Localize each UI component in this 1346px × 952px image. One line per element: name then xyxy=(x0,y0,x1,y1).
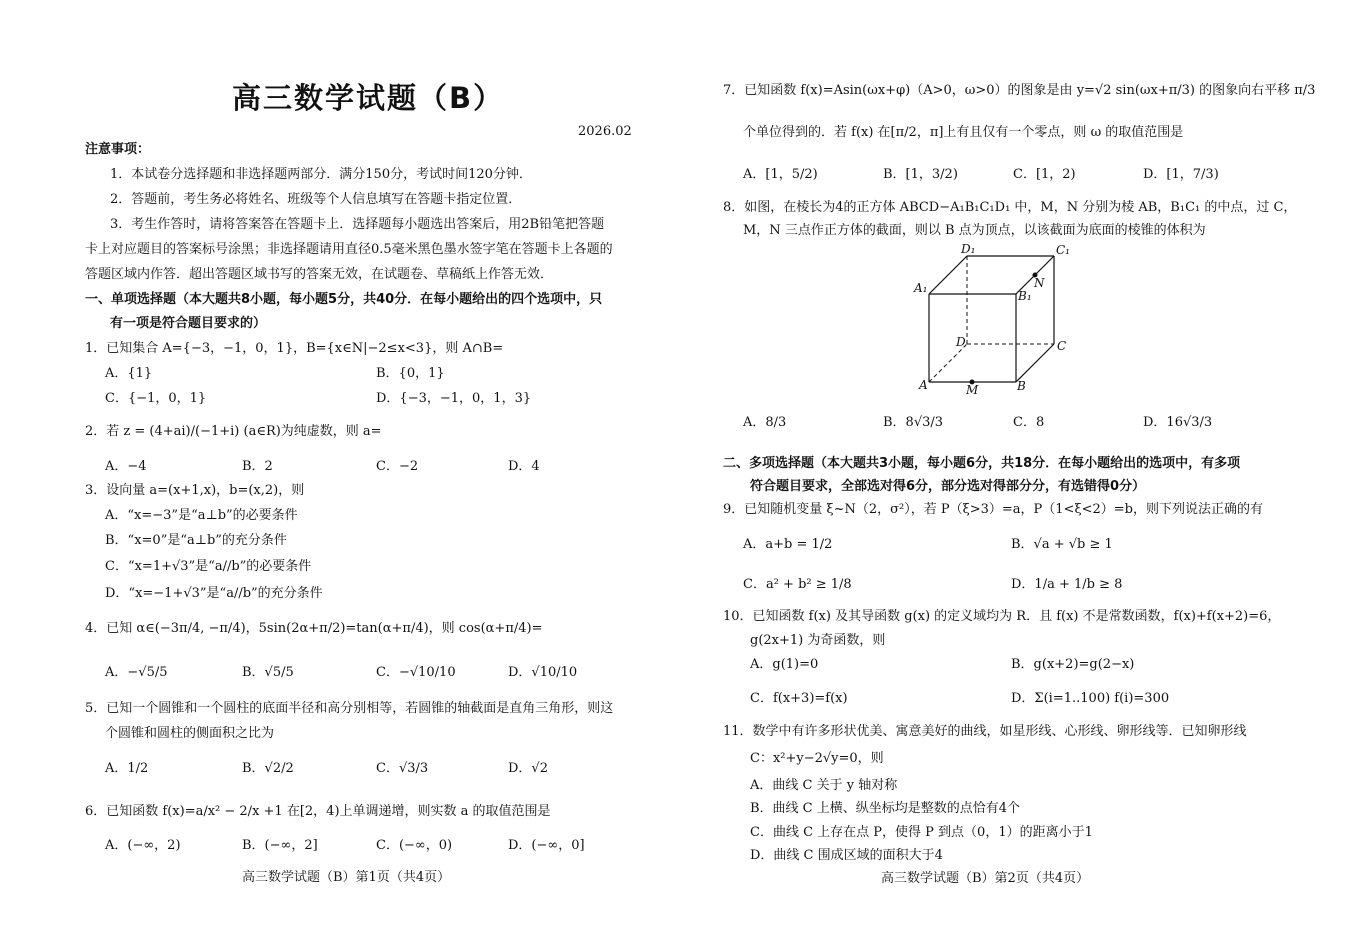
q11-option-b: B．曲线 C 上横、纵坐标均是整数的点恰有4个 xyxy=(750,801,1021,816)
q4-option-d: D．√10/10 xyxy=(508,665,578,680)
page-2-footer: 高三数学试题（B）第2页（共4页） xyxy=(881,871,1090,886)
q8-stem: 8．如图，在棱长为4的正方体 ABCD−A₁B₁C₁D₁ 中，M，N 分别为棱 AB，B₁C₁ 的中点，过 C， xyxy=(723,200,1297,215)
q6-option-a: A．(−∞，2) xyxy=(105,838,181,853)
q4-option-b: B．√5/5 xyxy=(242,665,294,680)
q3-option-d: D．“x=−1+√3”是“a//b”的充分条件 xyxy=(105,586,323,601)
q10-stem-cont: g(2x+1) 为奇函数，则 xyxy=(750,633,886,648)
section-1-heading: 一、单项选择题（本大题共8小题，每小题5分，共40分．在每小题给出的四个选项中，只 xyxy=(85,292,603,307)
q7-stem-cont: 个单位得到的．若 f(x) 在[π/2，π]上有且仅有一个零点，则 ω 的取值范围是 xyxy=(743,125,1184,140)
q2-option-a: A．−4 xyxy=(105,459,147,474)
q5-option-b: B．√2/2 xyxy=(242,761,294,776)
q7-option-d: D．[1，7/3) xyxy=(1143,167,1219,182)
q7-stem: 7．已知函数 f(x)=Asin(ωx+φ)（A>0，ω>0）的图象是由 y=√2 sin(ωx+π/3) 的图象向右平移 π/3 xyxy=(723,83,1316,98)
page-2 xyxy=(673,0,1346,952)
q1-stem: 1．已知集合 A={−3，−1，0，1}，B={x∈N|−2≤x<3}，则 A∩B= xyxy=(85,341,504,356)
cube-figure xyxy=(913,242,1073,394)
notice-2: 2．答题前，考生务必将姓名、班级等个人信息填写在答题卡指定位置． xyxy=(110,192,522,207)
q4-option-a: A．−√5/5 xyxy=(105,665,168,680)
label-d: D xyxy=(956,335,966,349)
q11-option-c: C．曲线 C 上存在点 P，使得 P 到点（0，1）的距离小于1 xyxy=(750,825,1093,840)
notice-3: 3．考生作答时，请将答案答在答题卡上．选择题每小题选出答案后，用2B铅笔把答题 xyxy=(110,217,605,232)
q9-option-c: C．a² + b² ≥ 1/8 xyxy=(743,577,852,592)
q8-option-b: B．8√3/3 xyxy=(883,415,944,430)
notice-1: 1．本试卷分选择题和非选择题两部分．满分150分，考试时间120分钟． xyxy=(110,167,532,182)
label-c: C xyxy=(1057,339,1067,353)
notice-3-cont2: 答题区域内作答．超出答题区域书写的答案无效，在试题卷、草稿纸上作答无效． xyxy=(85,267,554,282)
q1-option-c: C．{−1，0，1} xyxy=(105,391,207,406)
label-b1: B₁ xyxy=(1018,289,1032,303)
section-1-heading-cont: 有一项是符合题目要求的） xyxy=(110,316,267,331)
q5-option-d: D．√2 xyxy=(508,761,548,776)
q10-option-d: D．Σ(i=1..100) f(i)=300 xyxy=(1011,691,1170,706)
q4-option-c: C．−√10/10 xyxy=(376,665,456,680)
q5-option-a: A．1/2 xyxy=(105,761,149,776)
q11-stem-cont: C：x²+y−2√y=0，则 xyxy=(750,751,884,766)
q9-option-d: D．1/a + 1/b ≥ 8 xyxy=(1011,577,1123,592)
q10-option-b: B．g(x+2)=g(2−x) xyxy=(1011,657,1135,672)
label-m: M xyxy=(966,383,979,394)
q5-stem: 5．已知一个圆锥和一个圆柱的底面半径和高分别相等，若圆锥的轴截面是直角三角形，则这 xyxy=(85,701,614,716)
q2-option-b: B．2 xyxy=(242,459,273,474)
notice-heading: 注意事项： xyxy=(85,142,151,157)
q2-option-d: D．4 xyxy=(508,459,540,474)
exam-date: 2026.02 xyxy=(578,124,632,139)
q11-stem: 11．数学中有许多形状优美、寓意美好的曲线，如星形线、心形线、卵形线等．已知卵形线 xyxy=(723,724,1247,739)
exam-title: 高三数学试题（B） xyxy=(232,81,505,115)
q7-option-b: B．[1，3/2) xyxy=(883,167,958,182)
q8-option-d: D．16√3/3 xyxy=(1143,415,1213,430)
label-a: A xyxy=(919,378,928,392)
section-2-heading-cont: 符合题目要求，全部选对得6分，部分选对得部分分，有选错得0分） xyxy=(750,479,1146,494)
label-b: B xyxy=(1017,379,1026,393)
q3-stem: 3．设向量 a=(x+1,x)，b=(x,2)，则 xyxy=(85,483,305,498)
q8-option-a: A．8/3 xyxy=(743,415,787,430)
label-d1: D₁ xyxy=(961,242,976,256)
q9-stem: 9．已知随机变量 ξ~N（2，σ²），若 P（ξ>3）=a，P（1<ξ<2）=b，则下列说法正确的有 xyxy=(723,502,1263,517)
q10-stem: 10．已知函数 f(x) 及其导函数 g(x) 的定义域均为 R．且 f(x) 不是常数函数，f(x)+f(x+2)=6， xyxy=(723,609,1281,624)
q6-option-b: B．(−∞，2] xyxy=(242,838,318,853)
q10-option-a: A．g(1)=0 xyxy=(750,657,819,672)
q10-option-c: C．f(x+3)=f(x) xyxy=(750,691,848,706)
q6-option-d: D．(−∞，0] xyxy=(508,838,585,853)
q1-option-b: B．{0，1} xyxy=(376,366,445,381)
q6-option-c: C．(−∞，0) xyxy=(376,838,453,853)
q2-option-c: C．−2 xyxy=(376,459,419,474)
q1-option-a: A．{1} xyxy=(105,366,153,381)
q11-option-d: D．曲线 C 围成区域的面积大于4 xyxy=(750,848,943,863)
q6-stem: 6．已知函数 f(x)=a/x² − 2/x +1 在[2，4)上单调递增，则实数 a 的取值范围是 xyxy=(85,804,551,819)
notice-3-cont: 卡上对应题目的答案标号涂黑；非选择题请用直径0.5毫米黑色墨水签字笔在答题卡上各题的 xyxy=(85,242,613,257)
label-a1: A₁ xyxy=(914,281,928,295)
q2-stem: 2．若 z = (4+ai)/(−1+i) (a∈R)为纯虚数，则 a= xyxy=(85,424,382,439)
q5-stem-cont: 个圆锥和圆柱的侧面积之比为 xyxy=(105,726,275,741)
q3-option-b: B．“x=0”是“a⊥b”的充分条件 xyxy=(105,533,287,548)
q8-option-c: C．8 xyxy=(1013,415,1045,430)
q11-option-a: A．曲线 C 关于 y 轴对称 xyxy=(750,778,898,793)
q7-option-a: A．[1，5/2) xyxy=(743,167,818,182)
q8-stem-cont: M，N 三点作正方体的截面，则以 B 点为顶点，以该截面为底面的棱锥的体积为 xyxy=(743,223,1206,238)
section-2-heading: 二、多项选择题（本大题共3小题，每小题6分，共18分．在每小题给出的选项中，有多项 xyxy=(723,456,1241,471)
label-n: N xyxy=(1034,276,1045,290)
q1-option-d: D．{−3，−1，0，1，3} xyxy=(376,391,532,406)
q3-option-a: A．“x=−3”是“a⊥b”的必要条件 xyxy=(105,508,298,523)
label-c1: C₁ xyxy=(1056,243,1070,257)
q3-option-c: C．“x=1+√3”是“a//b”的必要条件 xyxy=(105,559,312,574)
page-1-footer: 高三数学试题（B）第1页（共4页） xyxy=(242,870,451,885)
q5-option-c: C．√3/3 xyxy=(376,761,429,776)
q9-option-a: A．a+b = 1/2 xyxy=(743,537,833,552)
q4-stem: 4．已知 α∈(−3π/4, −π/4)，5sin(2α+π/2)=tan(α+π/4)，则 cos(α+π/4)= xyxy=(85,621,543,636)
q7-option-c: C．[1，2) xyxy=(1013,167,1076,182)
q9-option-b: B．√a + √b ≥ 1 xyxy=(1011,537,1113,552)
